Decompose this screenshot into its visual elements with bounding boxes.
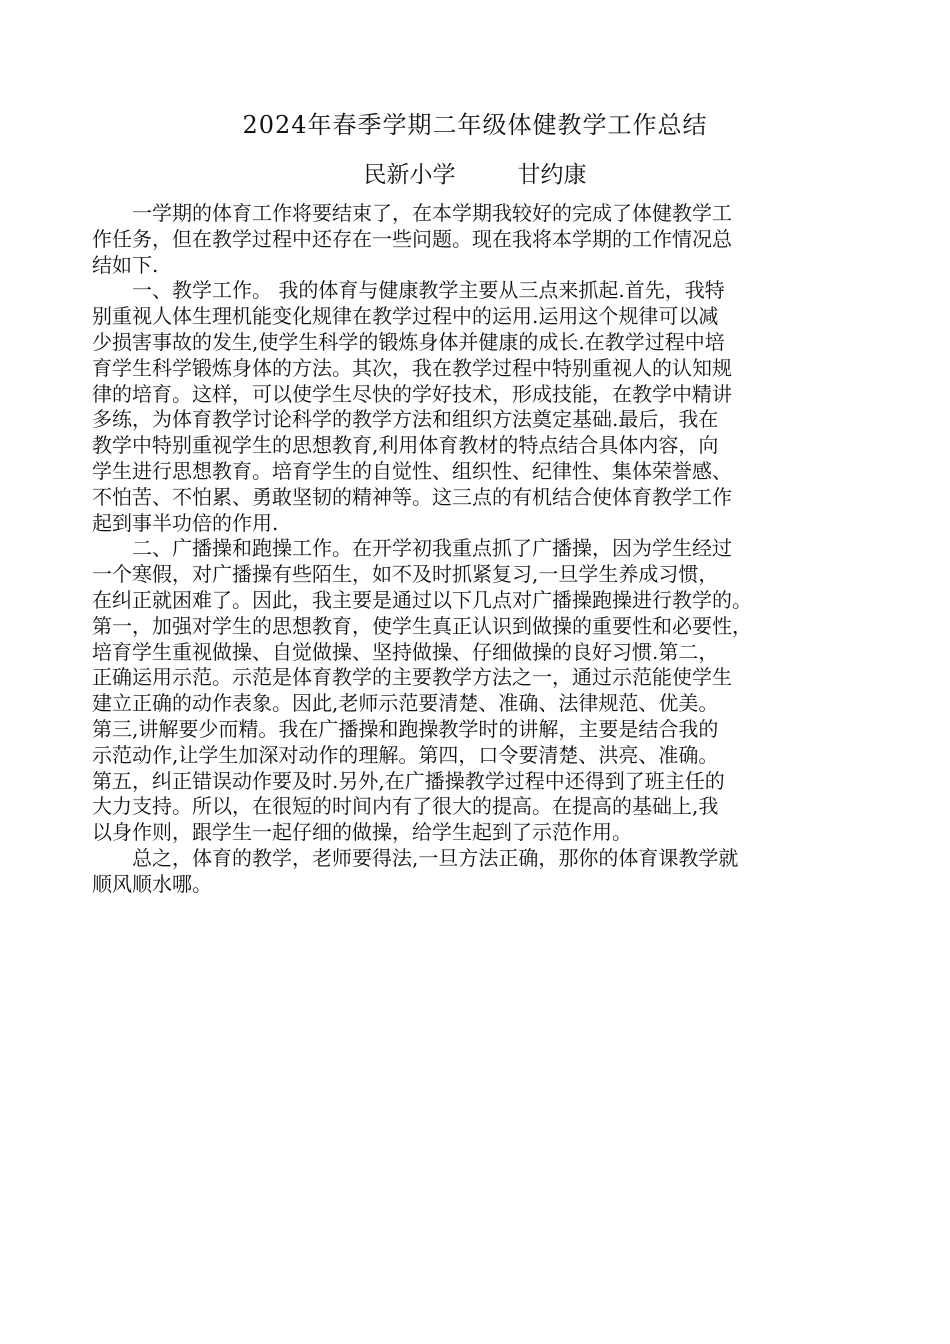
body-text-line: 别重视人体生理机能变化规律在教学过程中的运用.运用这个规律可以减 (92, 304, 719, 329)
body-text-line: 示范动作,让学生加深对动作的理解。第四，口令要清楚、洪亮、准确。 (92, 742, 719, 767)
body-text-line: 顺风顺水哪。 (92, 871, 212, 896)
body-text-line: 律的培育。这样，可以使学生尽快的学好技术，形成技能，在教学中精讲 (92, 381, 732, 406)
body-text-line: 第五，纠正错误动作要及时.另外,在广播操教学过程中还得到了班主任的 (92, 768, 725, 793)
document-body (92, 201, 882, 898)
body-text-line: 以身作则，跟学生一起仔细的做操，给学生起到了示范作用。 (92, 820, 632, 845)
document-title: 2024年春季学期二年级体健教学工作总结 (242, 111, 708, 139)
body-text-line: 作任务，但在教学过程中还存在一些问题。现在我将本学期的工作情况总 (92, 226, 732, 251)
body-text-line: 起到事半功倍的作用. (92, 510, 279, 535)
author-school: 民新小学 (363, 162, 456, 188)
body-text-line: 培育学生重视做操、自觉做操、坚持做操、仔细做操的良好习惯.第二， (92, 639, 719, 664)
body-text-line: 育学生科学锻炼身体的方法。其次，我在教学过程中特别重视人的认知规 (92, 355, 732, 380)
body-text-line: 第一，加强对学生的思想教育，使学生真正认识到做操的重要性和必要性， (92, 613, 752, 638)
body-text-line: 正确运用示范。示范是体育教学的主要教学方法之一，通过示范能使学生 (92, 665, 732, 690)
body-text-line: 少损害事故的发生,使学生科学的锻炼身体并健康的成长.在教学过程中培 (92, 329, 725, 354)
body-text-line: 不怕苦、不怕累、勇敢坚韧的精神等。这三点的有机结合使体育教学工作 (92, 484, 732, 509)
body-text-line: 一、教学工作。 我的体育与健康教学主要从三点来抓起.首先，我特 (92, 278, 725, 303)
document-author-line (0, 158, 950, 192)
body-text-line: 多练，为体育教学讨论科学的教学方法和组织方法奠定基础.最后，我在 (92, 407, 719, 432)
body-text-line: 总之，体育的教学，老师要得法,一旦方法正确，那你的体育课教学就 (92, 845, 739, 870)
body-text-line: 教学中特别重视学生的思想教育,利用体育教材的特点结合具体内容，向 (92, 433, 719, 458)
body-text-line: 一学期的体育工作将要结束了，在本学期我较好的完成了体健教学工 (92, 201, 732, 225)
body-text-line: 大力支持。所以，在很短的时间内有了很大的提高。在提高的基础上,我 (92, 794, 719, 819)
body-text-line: 建立正确的动作表象。因此,老师示范要清楚、准确、法律规范、优美。 (92, 691, 719, 716)
body-text-line: 二、广播操和跑操工作。在开学初我重点抓了广播操，因为学生经过 (92, 536, 732, 561)
body-text-line: 学生进行思想教育。培育学生的自觉性、组织性、纪律性、集体荣誉感、 (92, 458, 732, 483)
body-text-line: 结如下. (92, 252, 159, 277)
body-text-line: 第三,讲解要少而精。我在广播操和跑操教学时的讲解，主要是结合我的 (92, 716, 719, 741)
author-name: 甘约康 (517, 162, 587, 188)
body-text-line: 一个寒假，对广播操有些陌生，如不及时抓紧复习,一旦学生养成习惯， (92, 562, 719, 587)
body-text-line: 在纠正就困难了。因此，我主要是通过以下几点对广播操跑操进行教学的。 (92, 587, 752, 612)
